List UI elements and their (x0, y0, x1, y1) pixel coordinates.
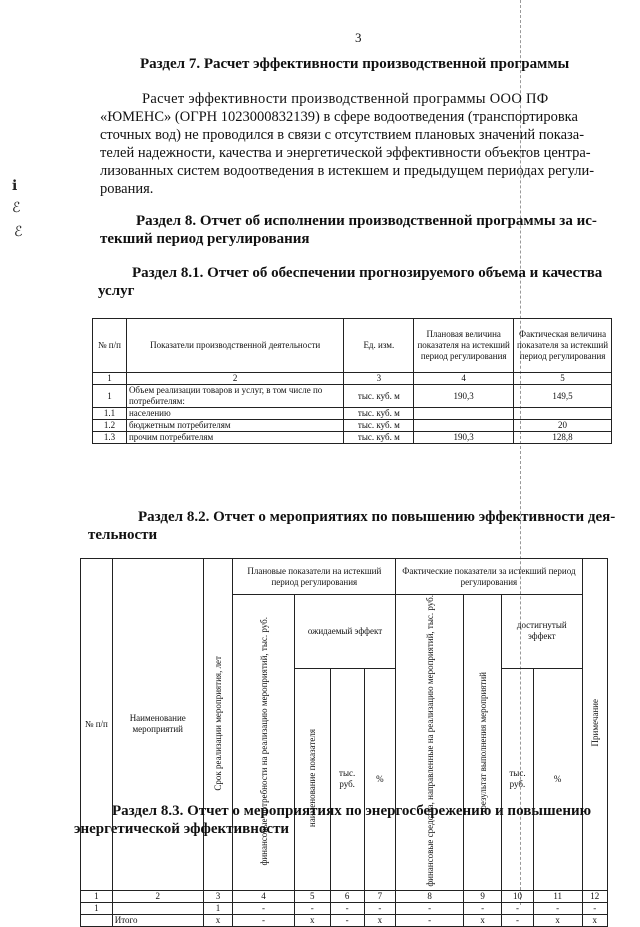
paragraph-line: рования. (100, 181, 154, 197)
header-plan-rub: тыс. руб. (330, 668, 364, 890)
row-name: населению (126, 408, 343, 420)
cell: - (364, 902, 396, 914)
cell: - (396, 914, 464, 926)
paragraph-line: «ЮМЕНС» (ОГРН 1023000832139) в сфере водоотведения (транспортировка (100, 109, 578, 125)
header-num: № п/п (81, 559, 113, 891)
col-number: 4 (414, 373, 514, 385)
section82-title (88, 508, 616, 544)
section83-title (74, 802, 614, 838)
row-name: Объем реализации товаров и услуг, в том числе по потребителям: (126, 385, 343, 408)
cell: 1 (81, 902, 113, 914)
col-number: 3 (344, 373, 414, 385)
table-row (93, 420, 612, 432)
header-plan-ind-name: наименование показателя (294, 668, 330, 890)
header-fact-effect: достигнутый эффект (502, 595, 582, 669)
efficiency-measures-table (80, 558, 608, 927)
header-plan-effect: ожидаемый эффект (294, 595, 396, 669)
col-number: 2 (126, 373, 343, 385)
header-term: Срок реализации мероприятия, лет (203, 559, 233, 891)
row-fact: 128,8 (514, 432, 612, 444)
title-line: Раздел 8.1. Отчет об обеспечении прогнозируемого объема и качества (132, 265, 603, 281)
title-line: тельности (88, 527, 158, 543)
row-plan: 190,3 (414, 432, 514, 444)
cell: - (294, 902, 330, 914)
col-number: 2 (112, 890, 203, 902)
header-plan: Плановая величина показателя на истекший период регулирования (414, 319, 514, 373)
margin-mark: ℰ (14, 225, 23, 240)
col-number: 3 (203, 890, 233, 902)
header-plan-fin: финансовые потребности на реализацию мероприятий, тыс. руб. (233, 595, 294, 891)
paragraph-line: Расчет эффективности производственной программы ООО ПФ (142, 91, 549, 107)
cell (81, 914, 113, 926)
col-number: 4 (233, 890, 294, 902)
row-unit: тыс. куб. м (344, 420, 414, 432)
cell: - (330, 914, 364, 926)
row-fact (514, 420, 612, 432)
row-num: 1.2 (93, 420, 127, 432)
row-name: прочим потребителям (126, 432, 343, 444)
cell: х (533, 914, 582, 926)
header-note: Примечание (582, 559, 607, 891)
col-number: 10 (502, 890, 534, 902)
row-plan (414, 408, 514, 420)
table-row-total (81, 914, 608, 926)
cell: - (502, 902, 534, 914)
title-line: текший период регулирования (100, 231, 310, 247)
col-number: 8 (396, 890, 464, 902)
row-name: бюджетным потребителям (126, 420, 343, 432)
cell: - (233, 914, 294, 926)
header-num: № п/п (93, 319, 127, 373)
total-label: Итого (112, 914, 203, 926)
row-plan: 190,3 (414, 385, 514, 408)
header-fact-fin: финансовые средства, направленные на реализацию мероприятий, тыс. руб. (396, 595, 464, 891)
row-fact-top: 20 (558, 420, 568, 430)
section81-title (98, 264, 618, 300)
cell: - (502, 914, 534, 926)
row-unit: тыс. куб. м (344, 432, 414, 444)
header-fact-result: результат выполнения мероприятий (464, 595, 502, 891)
cell: х (364, 914, 396, 926)
cell: 1 (203, 902, 233, 914)
table-row (81, 902, 608, 914)
header-name: Наименование мероприятий (112, 559, 203, 891)
cell: - (582, 902, 607, 914)
title-line: Раздел 8. Отчет об исполнении производственной программы за ис- (136, 213, 597, 229)
col-number: 9 (464, 890, 502, 902)
col-number: 11 (533, 890, 582, 902)
col-number: 12 (582, 890, 607, 902)
cell: - (330, 902, 364, 914)
production-volume-table (92, 318, 612, 444)
paragraph-line: сточных вод) не проводился в связи с отсутствием плановых значений показа- (100, 127, 585, 143)
paragraph-line: телей надежности, качества и энергетической эффективности объектов центра- (100, 145, 591, 161)
header-plan-pct: % (364, 668, 396, 890)
header-plan-group: Плановые показатели на истекший период регулирования (233, 559, 396, 595)
row-fact: 149,5 (514, 385, 612, 408)
margin-mark: ℰ (12, 201, 21, 216)
cell: х (294, 914, 330, 926)
margin-mark: ℹ (12, 179, 18, 194)
col-number: 1 (81, 890, 113, 902)
table-row (93, 385, 612, 408)
row-unit: тыс. куб. м (344, 385, 414, 408)
row-fact (514, 408, 612, 420)
title-line: Раздел 8.2. Отчет о мероприятиях по повышению эффективности дея- (138, 509, 616, 525)
row-plan (414, 420, 514, 432)
title-line: энергетической эффективности (74, 821, 290, 837)
header-fact: Фактическая величина показателя за истекший период регулирования (514, 319, 612, 373)
header-indicator: Показатели производственной деятельности (126, 319, 343, 373)
row-num: 1.3 (93, 432, 127, 444)
cell: х (582, 914, 607, 926)
table-row (93, 408, 612, 420)
col-number: 7 (364, 890, 396, 902)
title-line: Раздел 8.3. Отчет о мероприятиях по энергосбережению и повышению (112, 803, 592, 819)
row-unit: тыс. куб. м (344, 408, 414, 420)
cell: х (203, 914, 233, 926)
col-number: 6 (330, 890, 364, 902)
cell: х (464, 914, 502, 926)
page-number: 3 (355, 30, 362, 45)
cell: - (233, 902, 294, 914)
title-line: услуг (98, 283, 135, 299)
col-number: 5 (514, 373, 612, 385)
section7-paragraph (100, 90, 615, 198)
header-unit: Ед. изм. (344, 319, 414, 373)
table-row (93, 432, 612, 444)
section7-title: Раздел 7. Расчет эффективности производственной программы (140, 56, 570, 72)
cell: - (533, 902, 582, 914)
paragraph-line: лизованных систем водоотведения в истекшем и предыдущем периодах регули- (100, 163, 595, 179)
header-fact-group: Фактические показатели за истекший период регулирования (396, 559, 582, 595)
cell (112, 902, 203, 914)
col-number: 1 (93, 373, 127, 385)
row-num: 1 (93, 385, 127, 408)
header-fact-rub: тыс. руб. (502, 668, 534, 890)
col-number: 5 (294, 890, 330, 902)
cell: - (396, 902, 464, 914)
cell: - (464, 902, 502, 914)
row-num: 1.1 (93, 408, 127, 420)
section8-title (100, 212, 620, 248)
header-fact-pct: % (533, 668, 582, 890)
